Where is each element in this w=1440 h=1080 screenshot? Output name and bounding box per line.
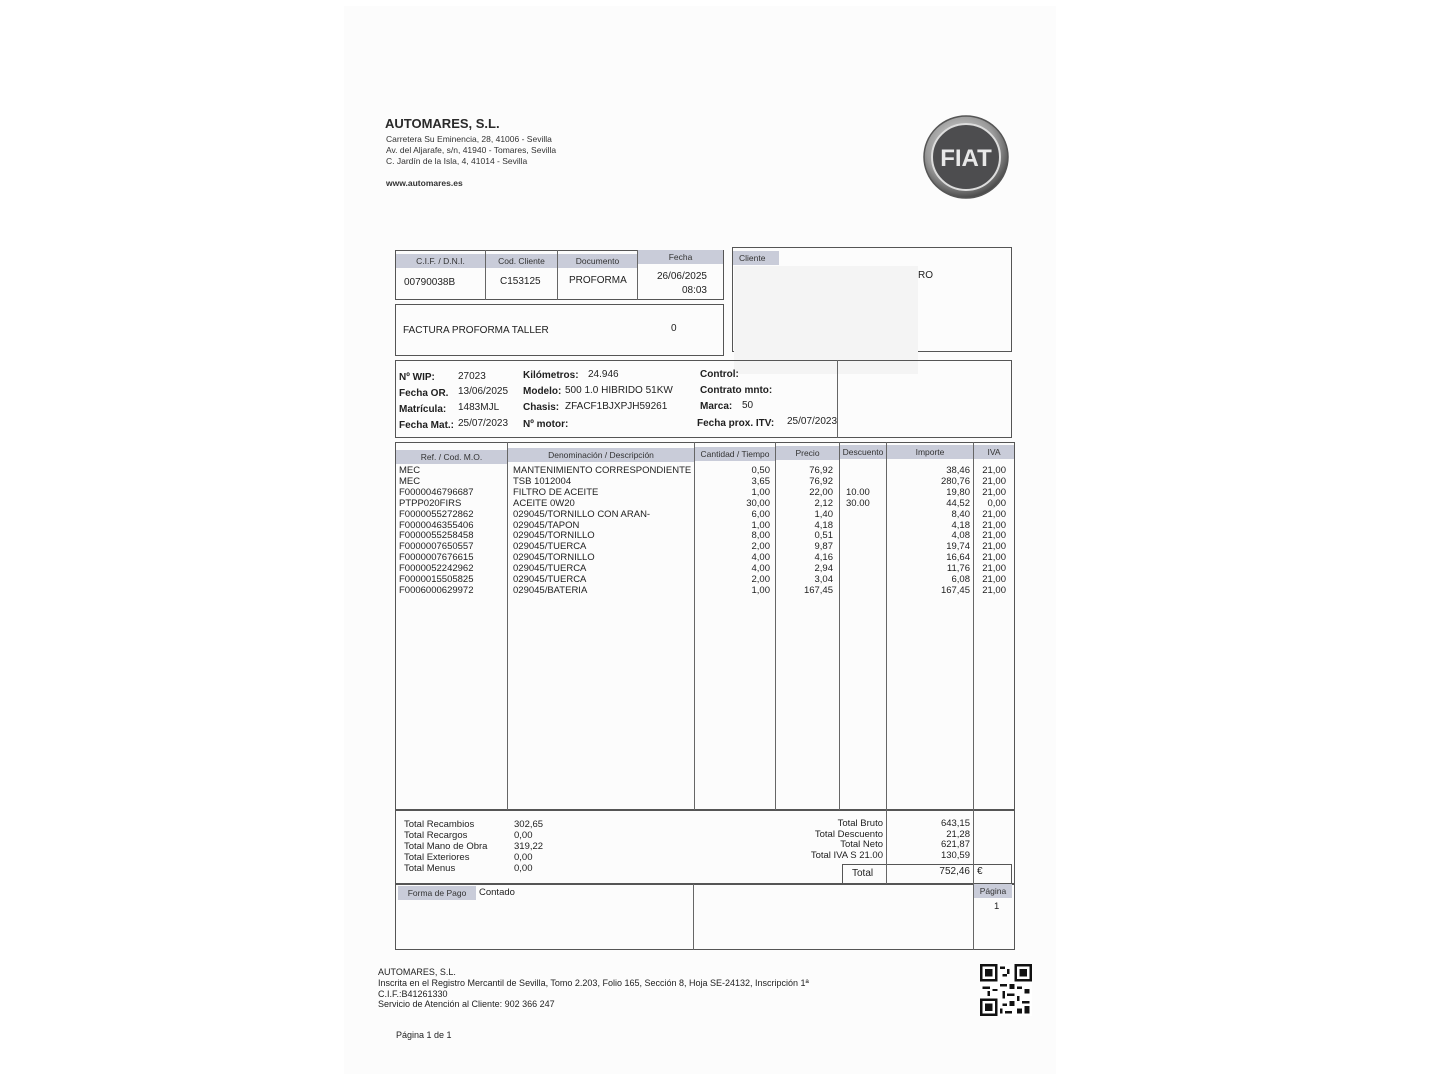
line-price: 167,45: [803, 584, 833, 596]
line-iva: 21,00: [982, 465, 1006, 476]
line-iva: 21,00: [982, 584, 1006, 596]
line-price: 9,87: [814, 541, 833, 553]
line-desc: MANTENIMIENTO CORRESPONDIENTE: [513, 465, 692, 476]
line-amount: 19,80: [946, 486, 970, 498]
payment-label: Forma de Pago: [398, 886, 476, 900]
company-address-1: Carretera Su Eminencia, 28, 41006 - Sevilla: [386, 134, 552, 144]
totals-right-label: Total IVA S 21.00: [810, 849, 883, 861]
line-amount: 38,46: [946, 465, 970, 476]
footer-line-4: Servicio de Atención al Cliente: 902 366 247: [378, 999, 555, 1009]
totals-right-value: 621,87: [940, 839, 970, 850]
client-code-header: Cod. Cliente: [486, 254, 557, 268]
line-desc: 029045/TORNILLO CON ARAN-: [513, 508, 651, 520]
matricula-value: 1483MJL: [458, 402, 500, 413]
col-header-qty: Cantidad / Tiempo: [695, 447, 775, 461]
totals-left-value: 302,65: [514, 819, 544, 830]
doc-number: 0: [671, 323, 677, 334]
line-ref: F0000007650557: [399, 541, 474, 553]
line-qty: 1,00: [751, 519, 770, 531]
line-amount: 4,18: [951, 519, 970, 531]
control-label: Control:: [700, 369, 739, 380]
totals-right-label: Total Bruto: [837, 818, 883, 829]
line-ref: F0006000629972: [399, 584, 474, 596]
client-code-value: C153125: [500, 276, 541, 287]
totals-right-label: Total Descuento: [814, 828, 883, 840]
fecha-mat-value: 25/07/2023: [458, 418, 509, 429]
line-desc: 029045/TORNILLO: [513, 530, 595, 542]
line-qty: 2,00: [751, 574, 770, 585]
totals-right-value: 130,59: [940, 849, 970, 861]
line-ref: F0000007676615: [399, 552, 474, 564]
line-qty: 1,00: [751, 584, 770, 596]
client-redaction: [734, 266, 918, 374]
fecha-mat-label: Fecha Mat.:: [399, 420, 455, 431]
page-value: 1: [994, 901, 1000, 912]
totals-left-value: 0,00: [514, 863, 533, 874]
qr-code-icon: [980, 964, 1032, 1016]
line-amount: 19,74: [946, 541, 970, 553]
totals-right-label: Total Neto: [840, 839, 883, 850]
wip-label: Nº WIP:: [399, 372, 435, 383]
totals-left-value: 0,00: [514, 852, 533, 863]
company-website: www.automares.es: [386, 178, 463, 188]
chasis-value: ZFACF1BJXPJH59261: [565, 401, 668, 412]
line-iva: 21,00: [982, 519, 1006, 531]
line-amount: 44,52: [946, 497, 970, 509]
footer-line-1: AUTOMARES, S.L.: [378, 967, 456, 977]
line-iva: 21,00: [982, 541, 1006, 553]
totals-left-label: Total Recambios: [404, 819, 475, 830]
line-price: 22,00: [809, 486, 833, 498]
fiat-logo-icon: [922, 114, 1010, 200]
line-qty: 2,00: [751, 541, 770, 553]
fiat-logo-text: FIAT: [940, 145, 992, 172]
footer-line-3: C.I.F.:B41261330: [378, 989, 448, 999]
line-amount: 8,40: [951, 508, 970, 520]
line-qty: 3,65: [751, 475, 770, 487]
totals-left-value: 319,22: [514, 841, 544, 852]
marca-value: 50: [742, 400, 754, 411]
modelo-value: 500 1.0 HIBRIDO 51KW: [565, 385, 673, 396]
line-desc: 029045/TORNILLO: [513, 552, 595, 564]
line-price: 76,92: [809, 475, 833, 487]
footer-line-2: Inscrita en el Registro Mercantil de Sevilla, Tomo 2.203, Folio 165, Sección 8, Hoja SE-24132, Inscripción 1ª: [378, 978, 809, 988]
date-header: Fecha: [638, 250, 723, 264]
marca-label: Marca:: [700, 401, 733, 412]
document-value: PROFORMA: [569, 275, 627, 286]
line-price: 2,12: [814, 497, 833, 509]
line-iva: 21,00: [982, 552, 1006, 564]
totals-left-label: Total Menus: [404, 863, 456, 874]
line-desc: TSB 1012004: [513, 475, 572, 487]
client-name-fragment: RO: [918, 270, 933, 281]
totals-left-label: Total Exteriores: [404, 852, 470, 863]
line-ref: F0000015505825: [399, 574, 474, 585]
line-amount: 167,45: [940, 584, 970, 596]
col-header-price: Precio: [776, 446, 839, 460]
line-ref: F0000055258458: [399, 530, 474, 542]
col-header-discount: Descuento: [840, 445, 886, 459]
date-value: 26/06/2025: [656, 271, 707, 282]
time-value: 08:03: [681, 285, 707, 296]
col-header-amount: Importe: [887, 445, 973, 459]
line-iva: 21,00: [982, 475, 1006, 487]
line-price: 2,94: [814, 563, 833, 575]
line-ref: MEC: [399, 465, 421, 476]
line-amount: 280,76: [940, 475, 970, 487]
km-label: Kilómetros:: [523, 370, 579, 381]
total-label: Total: [852, 868, 874, 879]
totals-left-label: Total Mano de Obra: [404, 841, 488, 852]
line-ref: F0000055272862: [399, 508, 474, 520]
line-iva: 21,00: [982, 574, 1006, 585]
chasis-label: Chasis:: [523, 402, 560, 413]
doc-title: FACTURA PROFORMA TALLER: [403, 325, 549, 336]
line-qty: 0,50: [751, 465, 770, 476]
totals-right-value: 21,28: [946, 828, 970, 840]
fecha-or-label: Fecha OR.: [399, 388, 449, 399]
footer-page-of: Página 1 de 1: [396, 1030, 452, 1040]
itv-value: 25/07/2023: [787, 416, 838, 427]
total-currency: €: [977, 866, 983, 877]
line-price: 4,16: [814, 552, 833, 564]
line-discount: 10.00: [846, 486, 870, 498]
motor-label: Nº motor:: [523, 419, 569, 430]
line-iva: 21,00: [982, 508, 1006, 520]
line-qty: 6,00: [751, 508, 770, 520]
col-header-desc: Denominación / Descripción: [508, 448, 694, 462]
company-name: AUTOMARES, S.L.: [385, 116, 500, 131]
line-qty: 30,00: [746, 497, 770, 509]
line-amount: 16,64: [946, 552, 970, 564]
line-desc: 029045/TUERCA: [513, 574, 587, 585]
km-value: 24.946: [588, 369, 619, 380]
line-price: 0,51: [814, 530, 833, 542]
payment-value: Contado: [479, 887, 515, 898]
col-header-iva: IVA: [974, 445, 1014, 459]
line-amount: 11,76: [946, 563, 970, 575]
line-amount: 4,08: [951, 530, 970, 542]
company-address-2: Av. del Aljarafe, s/n, 41940 - Tomares, Sevilla: [386, 145, 557, 155]
itv-label: Fecha prox. ITV:: [697, 418, 775, 429]
line-desc: 029045/BATERIA: [513, 584, 588, 596]
line-ref: F0000046355406: [399, 519, 474, 531]
totals-left-value: 0,00: [514, 830, 533, 841]
line-desc: 029045/TUERCA: [513, 563, 587, 575]
line-qty: 4,00: [751, 563, 770, 575]
line-price: 76,92: [809, 465, 833, 476]
total-value: 752,46: [939, 866, 970, 877]
company-address-3: C. Jardín de la Isla, 4, 41014 - Sevilla: [386, 156, 528, 166]
document-header: Documento: [558, 254, 637, 268]
line-qty: 1,00: [751, 486, 770, 498]
cif-header: C.I.F. / D.N.I.: [396, 254, 485, 268]
line-discount: 30.00: [846, 497, 870, 509]
page-label: Página: [974, 884, 1012, 898]
totals-left-label: Total Recargos: [404, 830, 468, 841]
line-price: 4,18: [814, 519, 833, 531]
col-header-ref: Ref. / Cod. M.O.: [396, 450, 507, 464]
matricula-label: Matrícula:: [399, 404, 447, 415]
contrato-label: Contrato mnto:: [700, 385, 773, 396]
line-qty: 8,00: [751, 530, 770, 542]
line-ref: F0000046796687: [399, 486, 474, 498]
line-ref: PTPP020FIRS: [399, 497, 462, 509]
line-desc: 029045/TUERCA: [513, 541, 587, 553]
line-price: 3,04: [814, 574, 833, 585]
line-iva: 21,00: [982, 486, 1006, 498]
line-desc: 029045/TAPON: [513, 519, 580, 531]
line-ref: F0000052242962: [399, 563, 474, 575]
line-iva: 21,00: [982, 563, 1006, 575]
line-amount: 6,08: [951, 574, 970, 585]
totals-right-value: 643,15: [940, 818, 970, 829]
line-qty: 4,00: [751, 552, 770, 564]
line-price: 1,40: [814, 508, 833, 520]
wip-value: 27023: [458, 371, 486, 382]
line-desc: FILTRO DE ACEITE: [513, 486, 599, 498]
line-iva: 0,00: [987, 497, 1006, 509]
line-desc: ACEITE 0W20: [513, 497, 575, 509]
modelo-label: Modelo:: [523, 386, 562, 397]
line-ref: MEC: [399, 475, 421, 487]
cif-value: 00790038B: [404, 277, 456, 288]
client-header: Cliente: [733, 251, 779, 265]
line-iva: 21,00: [982, 530, 1006, 542]
fecha-or-value: 13/06/2025: [458, 386, 509, 397]
